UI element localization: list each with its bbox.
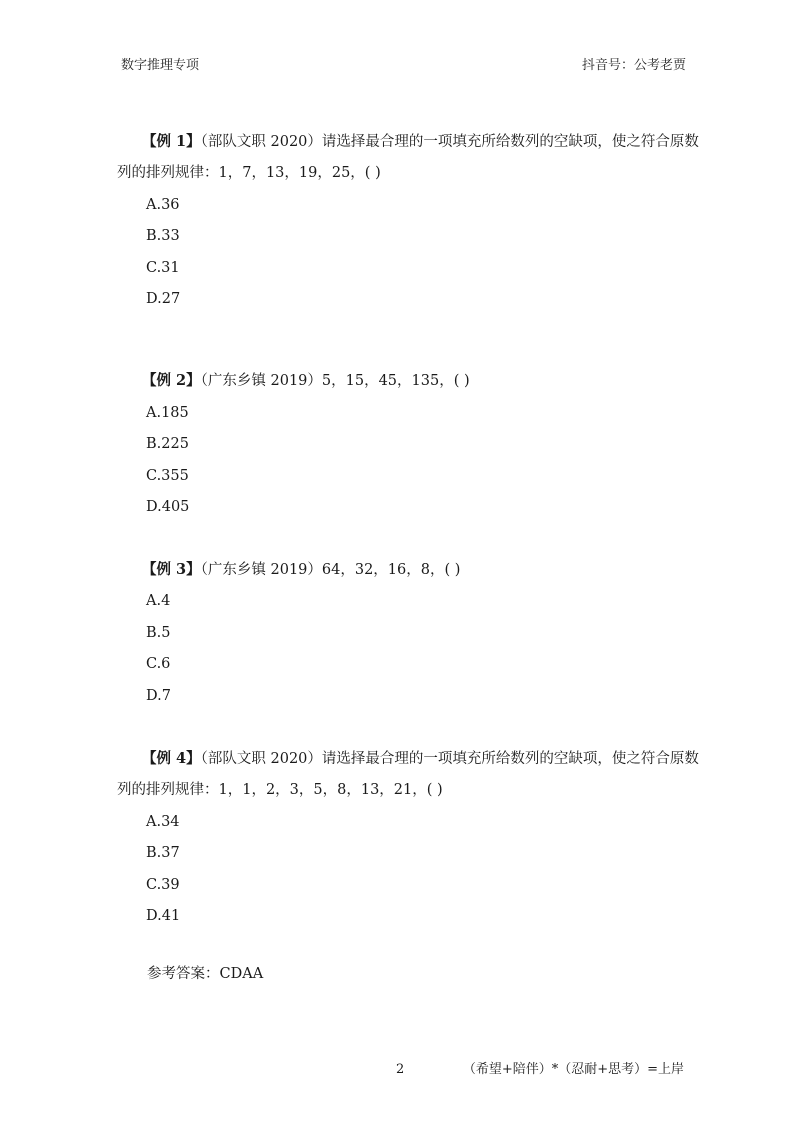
question-4-option-a: A.34 [146, 814, 180, 830]
question-1-option-c: C.31 [146, 260, 180, 276]
question-4-option-b: B.37 [146, 845, 180, 861]
question-4-option-d: D.41 [146, 908, 181, 924]
question-1-option-a: A.36 [146, 197, 180, 213]
question-1-text: （部队文职 2020）请选择最合理的一项填充所给数列的空缺项，使之符合原数 [200, 134, 699, 150]
page-number: 2 [396, 1062, 405, 1077]
question-2-label: 【例 2】 [142, 372, 201, 389]
question-2-text: （广东乡镇 2019）5，15，45，135，( ) [200, 373, 470, 389]
question-4-label: 【例 4】 [142, 750, 201, 767]
question-4-text: （部队文职 2020）请选择最合理的一项填充所给数列的空缺项，使之符合原数 [200, 751, 699, 767]
question-4-title [142, 751, 702, 767]
question-2-option-b: B.225 [146, 436, 189, 452]
question-1-option-b: B.33 [146, 228, 180, 244]
question-2-option-d: D.405 [146, 499, 190, 515]
question-3-text: （广东乡镇 2019）64，32，16，8，( ) [200, 562, 461, 578]
question-2-option-a: A.185 [146, 405, 189, 421]
question-2-option-c: C.355 [146, 468, 189, 484]
question-1-text-continued: 列的排列规律：1，7，13，19，25，( ) [117, 165, 381, 181]
question-4-text-continued: 列的排列规律：1，1，2，3，5，8，13，21，( ) [117, 782, 443, 798]
footer-motto: （希望+陪伴）*（忍耐+思考）=上岸 [462, 1062, 684, 1077]
question-3-label: 【例 3】 [142, 561, 201, 578]
header-title: 数字推理专项 [121, 58, 200, 73]
question-4-option-c: C.39 [146, 877, 180, 893]
question-3-option-b: B.5 [146, 625, 171, 641]
question-3-title [142, 562, 702, 578]
question-1-label: 【例 1】 [142, 133, 201, 150]
question-1-title [142, 134, 702, 150]
question-1-option-d: D.27 [146, 291, 181, 307]
reference-answer: 参考答案：CDAA [147, 966, 264, 982]
question-2-title [142, 373, 702, 389]
question-3-option-d: D.7 [146, 688, 171, 704]
question-3-option-a: A.4 [146, 593, 171, 609]
question-3-option-c: C.6 [146, 656, 171, 672]
header-account: 抖音号：公考老贾 [581, 58, 686, 73]
